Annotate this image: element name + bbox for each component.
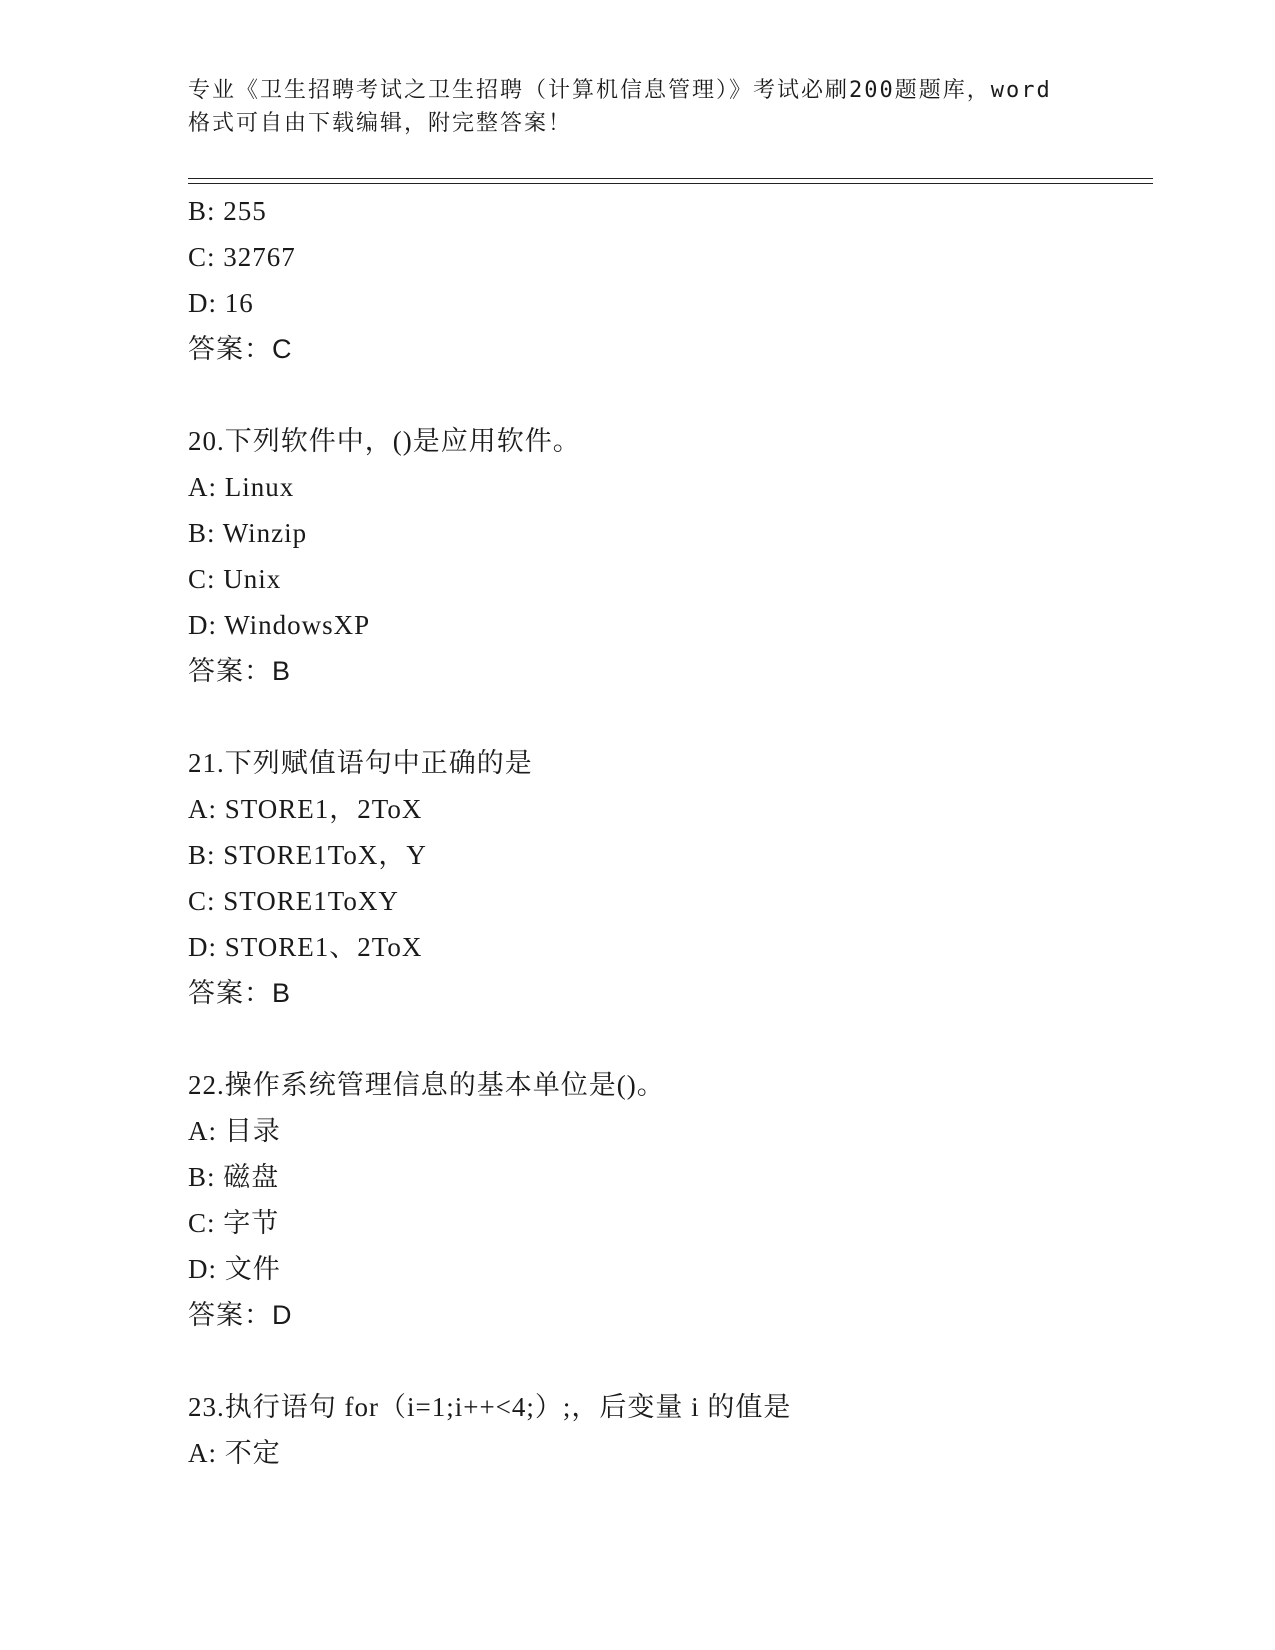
- header-divider-top: [188, 178, 1153, 179]
- option-d: D: WindowsXP: [188, 610, 371, 640]
- answer: 答案：C: [188, 334, 293, 364]
- document-header: [188, 74, 1088, 140]
- header-line-1: 专业《卫生招聘考试之卫生招聘（计算机信息管理）》考试必刷200题题库，word: [188, 78, 1052, 103]
- answer: 答案：B: [188, 978, 292, 1008]
- option-c: C: 字节: [188, 1208, 280, 1238]
- option-b: B: Winzip: [188, 518, 308, 548]
- question-20: [188, 418, 1148, 694]
- header-line-2: 格式可自由下载编辑，附完整答案！: [188, 111, 573, 136]
- answer: 答案：B: [188, 656, 292, 686]
- option-c: C: 32767: [188, 242, 296, 272]
- question-21: [188, 740, 1148, 1016]
- option-a: A: 目录: [188, 1116, 281, 1146]
- option-b: B: 磁盘: [188, 1162, 280, 1192]
- option-a: A: 不定: [188, 1438, 281, 1468]
- question-text: 23.执行语句 for（i=1;i++<4;）;，后变量 i 的值是: [188, 1392, 792, 1422]
- question-23: [188, 1384, 1148, 1476]
- option-d: D: 16: [188, 288, 254, 318]
- option-a: A: STORE1，2ToX: [188, 794, 423, 824]
- question-19: [188, 188, 1148, 372]
- question-22: [188, 1062, 1148, 1338]
- option-c: C: STORE1ToXY: [188, 886, 399, 916]
- option-d: D: 文件: [188, 1254, 281, 1284]
- option-d: D: STORE1、2ToX: [188, 932, 423, 962]
- option-a: A: Linux: [188, 472, 295, 502]
- answer: 答案：D: [188, 1300, 293, 1330]
- question-text: 21.下列赋值语句中正确的是: [188, 748, 533, 778]
- question-text: 20.下列软件中，()是应用软件。: [188, 426, 581, 456]
- question-text: 22.操作系统管理信息的基本单位是()。: [188, 1070, 665, 1100]
- option-b: B: STORE1ToX，Y: [188, 840, 427, 870]
- question-list: [188, 188, 1148, 1476]
- header-divider-bottom: [188, 183, 1153, 184]
- option-c: C: Unix: [188, 564, 282, 594]
- option-b: B: 255: [188, 196, 267, 226]
